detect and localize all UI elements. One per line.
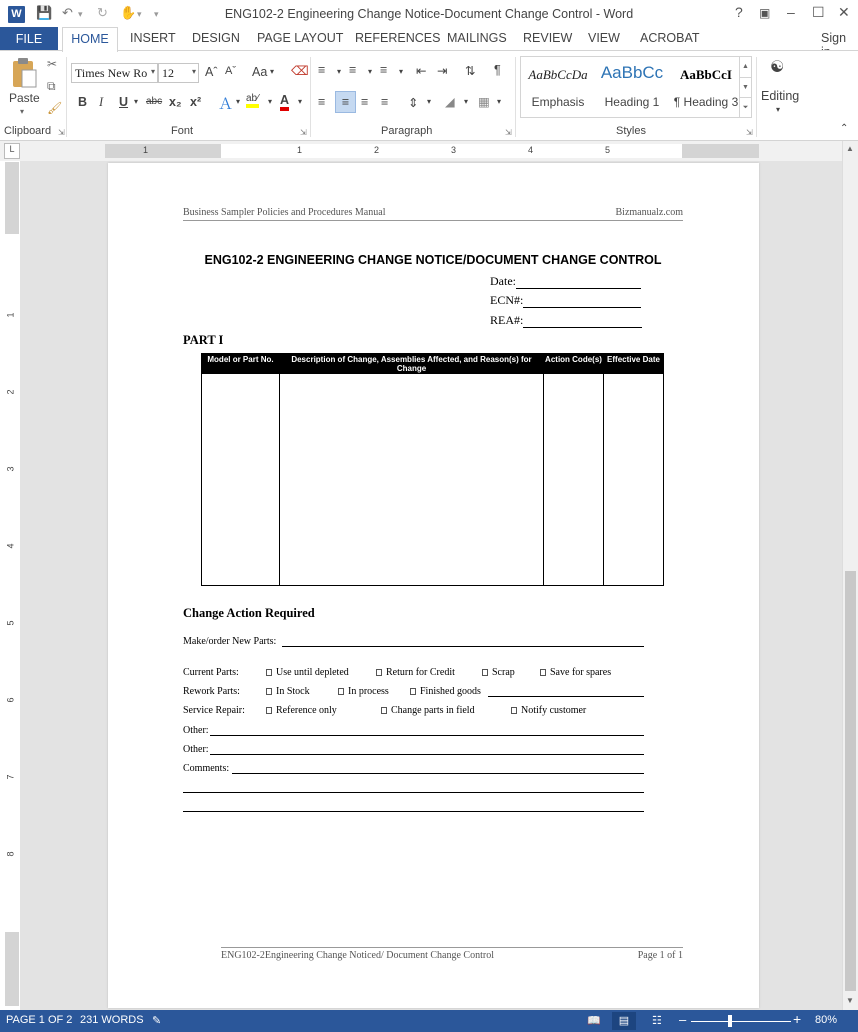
other-line-2[interactable]: [210, 754, 644, 755]
ecn-field[interactable]: ECN#:: [490, 293, 641, 308]
checkbox[interactable]: [511, 707, 517, 714]
option-save-for-spares[interactable]: Save for spares: [540, 667, 611, 678]
styles-more-icon[interactable]: ⏷: [740, 97, 751, 116]
option-change-parts-in-field[interactable]: Change parts in field: [381, 705, 475, 716]
change-case-dropdown-icon[interactable]: ▾: [270, 67, 275, 76]
clipboard-launcher-icon[interactable]: ⇲: [58, 128, 65, 137]
save-icon[interactable]: 💾: [36, 5, 53, 20]
subscript-button[interactable]: x₂: [169, 95, 182, 109]
checkbox[interactable]: [410, 688, 416, 695]
tab-insert[interactable]: INSERT: [130, 31, 176, 45]
checkbox[interactable]: [482, 669, 488, 676]
rea-field[interactable]: REA#:: [490, 313, 642, 328]
zoom-slider-thumb[interactable]: [728, 1015, 732, 1027]
multilevel-list-icon[interactable]: ≡: [380, 63, 388, 77]
maximize-button[interactable]: ☐: [812, 4, 825, 20]
font-color-dropdown-icon[interactable]: ▾: [298, 97, 303, 106]
ribbon: [0, 50, 858, 141]
style-emphasis[interactable]: AaBbCcDa Emphasis: [528, 67, 588, 109]
finished-goods-line[interactable]: [488, 696, 644, 697]
shrink-font-icon[interactable]: Aˇ: [225, 65, 236, 77]
zoom-out-button[interactable]: –: [679, 1012, 687, 1027]
other-line-1[interactable]: [210, 735, 644, 736]
align-center-icon[interactable]: ≡: [335, 91, 356, 113]
italic-button[interactable]: I: [99, 95, 104, 109]
undo-dropdown-icon[interactable]: ▾: [78, 9, 83, 19]
rework-parts-label: Rework Parts:: [183, 686, 240, 697]
print-layout-icon[interactable]: ▤: [612, 1012, 636, 1030]
undo-icon[interactable]: ↶: [62, 5, 73, 20]
line-spacing-dropdown-icon[interactable]: ▾: [427, 97, 432, 106]
tab-home[interactable]: HOME: [62, 27, 118, 52]
option-notify-customer[interactable]: Notify customer: [511, 705, 586, 716]
paragraph-group-label: Paragraph: [381, 125, 433, 137]
underline-dropdown-icon[interactable]: ▾: [134, 97, 139, 106]
horizontal-ruler[interactable]: 1 1 2 3 4 5: [105, 144, 759, 158]
change-case-button[interactable]: Aa: [252, 65, 268, 79]
current-parts-label: Current Parts:: [183, 667, 239, 678]
ribbon-display-options-icon[interactable]: ▣: [759, 6, 771, 20]
other-label-2: Other:: [183, 744, 209, 755]
borders-icon[interactable]: ▦: [478, 95, 490, 109]
zoom-slider[interactable]: [691, 1021, 791, 1022]
scroll-thumb[interactable]: [845, 571, 856, 991]
scroll-up-icon[interactable]: ▲: [846, 144, 854, 153]
header-left: Business Sampler Policies and Procedures Manual: [183, 207, 386, 218]
collapse-ribbon-icon[interactable]: ⌃: [840, 123, 849, 134]
justify-icon[interactable]: ≡: [381, 95, 389, 109]
increase-indent-icon[interactable]: ⇥: [437, 64, 448, 78]
strikethrough-button[interactable]: abc: [146, 96, 163, 107]
tab-selector[interactable]: L: [4, 143, 20, 159]
line-spacing-icon[interactable]: ⇕: [408, 96, 419, 110]
copy-icon[interactable]: ⧉: [47, 79, 56, 93]
styles-up-icon[interactable]: ▲: [742, 63, 749, 70]
font-size-dropdown-icon[interactable]: ▾: [191, 67, 196, 76]
touch-mode-icon[interactable]: ✋: [120, 5, 137, 20]
tab-file[interactable]: FILE: [0, 27, 58, 51]
align-left-icon[interactable]: ≡: [318, 95, 326, 109]
tab-mailings[interactable]: MAILINGS: [447, 31, 507, 45]
horizontal-ruler-row: [0, 141, 858, 161]
superscript-button[interactable]: x²: [190, 95, 202, 109]
table-header-model: Model or Part No.: [207, 355, 274, 364]
checkbox[interactable]: [540, 669, 546, 676]
tab-design[interactable]: DESIGN: [192, 31, 240, 45]
clear-formatting-icon[interactable]: ⌫: [291, 64, 309, 78]
tab-view[interactable]: VIEW: [588, 31, 620, 45]
window-title: ENG102-2 Engineering Change Notice-Document Change Control - Word: [224, 7, 634, 21]
table-header-description: Description of Change, Assemblies Affected, and Reason(s) for Change: [291, 355, 532, 373]
highlight-dropdown-icon[interactable]: ▾: [268, 97, 273, 106]
read-mode-icon[interactable]: 📖: [587, 1015, 601, 1027]
style-heading-3[interactable]: AaBbCcI ¶ Heading 3: [673, 67, 739, 109]
paste-dropdown-icon[interactable]: ▾: [20, 107, 25, 116]
title-bar: [0, 0, 858, 28]
text-effects-dropdown-icon[interactable]: ▾: [236, 97, 241, 106]
comments-line-3[interactable]: [183, 811, 644, 812]
footer-right: Page 1 of 1: [637, 950, 683, 961]
cut-icon[interactable]: ✂: [47, 57, 58, 71]
ribbon-tabs: [0, 27, 858, 51]
tab-review[interactable]: REVIEW: [523, 31, 573, 45]
bold-button[interactable]: B: [78, 95, 88, 109]
word-count[interactable]: 231 WORDS: [80, 1014, 144, 1026]
document-title: ENG102-2 ENGINEERING CHANGE NOTICE/DOCUMENT CHANGE CONTROL: [204, 253, 662, 267]
other-label-1: Other:: [183, 725, 209, 736]
clipboard-group-label: Clipboard: [4, 125, 52, 137]
checkbox[interactable]: [266, 688, 272, 695]
shading-dropdown-icon[interactable]: ▾: [464, 97, 469, 106]
checkbox[interactable]: [338, 688, 344, 695]
web-layout-icon[interactable]: ☷: [652, 1015, 662, 1027]
font-launcher-icon[interactable]: ⇲: [300, 128, 307, 137]
scroll-down-icon[interactable]: ▼: [846, 996, 854, 1005]
tab-references[interactable]: REFERENCES: [355, 31, 441, 45]
format-painter-icon[interactable]: 🖌: [47, 101, 63, 115]
multilevel-dropdown-icon[interactable]: ▾: [399, 67, 404, 76]
styles-gallery: [520, 56, 752, 118]
font-name-combo[interactable]: Times New Ro ▾: [71, 63, 158, 83]
service-repair-label: Service Repair:: [183, 705, 245, 716]
styles-launcher-icon[interactable]: ⇲: [746, 128, 753, 137]
font-color-icon[interactable]: A: [280, 93, 289, 111]
status-bar: [0, 1010, 858, 1032]
part-heading: PART I: [183, 333, 224, 347]
show-formatting-icon[interactable]: ¶: [494, 63, 501, 77]
sort-icon[interactable]: ⇅: [465, 64, 476, 78]
decrease-indent-icon[interactable]: ⇤: [416, 64, 427, 78]
document-page[interactable]: [108, 163, 759, 1008]
borders-dropdown-icon[interactable]: ▾: [497, 97, 502, 106]
paragraph-launcher-icon[interactable]: ⇲: [505, 128, 512, 137]
close-button[interactable]: ✕: [838, 4, 850, 20]
option-in-process[interactable]: In process: [338, 686, 389, 697]
tab-acrobat[interactable]: ACROBAT: [640, 31, 700, 45]
find-binoculars-icon[interactable]: ☯: [770, 59, 785, 76]
styles-down-icon[interactable]: ▼: [740, 77, 751, 97]
word-app-icon[interactable]: W: [8, 6, 25, 23]
header-right: Bizmanualz.com: [615, 207, 683, 218]
grow-font-icon[interactable]: Aˆ: [205, 65, 218, 79]
numbering-dropdown-icon[interactable]: ▾: [368, 67, 373, 76]
highlight-icon[interactable]: ab⁄: [246, 93, 259, 108]
font-name-dropdown-icon[interactable]: ▾: [150, 67, 155, 76]
table-header-action: Action Code(s): [545, 355, 602, 364]
checkbox[interactable]: [376, 669, 382, 676]
comments-label: Comments:: [183, 763, 230, 774]
option-use-until-depleted[interactable]: Use until depleted: [266, 667, 349, 678]
bullets-dropdown-icon[interactable]: ▾: [337, 67, 342, 76]
vertical-ruler[interactable]: 1 2 3 4 5 6 7 8: [5, 162, 19, 1006]
help-button[interactable]: ?: [735, 4, 743, 20]
customize-qat-icon[interactable]: ▾: [154, 9, 159, 19]
editing-dropdown-icon[interactable]: ▾: [776, 105, 781, 114]
option-reference-only[interactable]: Reference only: [266, 705, 337, 716]
comments-line-2[interactable]: [183, 792, 644, 793]
zoom-in-button[interactable]: +: [793, 1011, 802, 1027]
font-size-combo[interactable]: 12 ▾: [158, 63, 199, 83]
table-header-effective: Effective Date: [607, 355, 660, 364]
styles-group-label: Styles: [616, 125, 646, 137]
align-right-icon[interactable]: ≡: [361, 95, 369, 109]
option-in-stock[interactable]: In Stock: [266, 686, 310, 697]
date-field[interactable]: Date:: [490, 274, 641, 289]
checkbox[interactable]: [266, 669, 272, 676]
editing-button[interactable]: Editing: [761, 89, 800, 103]
style-heading-1[interactable]: AaBbCc Heading 1: [600, 63, 664, 109]
option-finished-goods[interactable]: Finished goods: [410, 686, 481, 697]
underline-button[interactable]: U: [119, 95, 129, 109]
zoom-level[interactable]: 80%: [815, 1014, 838, 1026]
touch-dropdown-icon[interactable]: ▾: [137, 9, 142, 19]
sign-in-link[interactable]: Sign: [821, 31, 847, 45]
make-order-label: Make/order New Parts:: [183, 636, 277, 647]
option-scrap[interactable]: Scrap: [482, 667, 515, 678]
page-count[interactable]: PAGE 1 OF 2: [6, 1014, 73, 1026]
tab-page-layout[interactable]: PAGE LAYOUT: [257, 31, 344, 45]
comments-line-1[interactable]: [232, 773, 644, 774]
bullets-icon[interactable]: ≡: [318, 63, 326, 77]
font-group-label: Font: [171, 125, 194, 137]
styles-scrollbar[interactable]: [739, 57, 751, 117]
redo-icon[interactable]: ↻: [97, 5, 108, 20]
option-return-for-credit[interactable]: Return for Credit: [376, 667, 455, 678]
footer-left: ENG102-2Engineering Change Noticed/ Document Change Control: [221, 950, 494, 961]
checkbox[interactable]: [266, 707, 272, 714]
change-table[interactable]: [201, 353, 664, 586]
paste-button[interactable]: Paste: [9, 91, 40, 105]
text-effects-icon[interactable]: Ａ: [218, 96, 234, 113]
change-action-heading: Change Action Required: [183, 606, 315, 620]
proofing-icon[interactable]: ✎: [152, 1015, 162, 1027]
minimize-button[interactable]: –: [787, 4, 795, 20]
numbering-icon[interactable]: ≡: [349, 63, 357, 77]
shading-icon[interactable]: ◢: [445, 95, 455, 109]
paste-icon[interactable]: [10, 57, 38, 89]
make-order-line[interactable]: [282, 646, 644, 647]
vertical-scrollbar[interactable]: [842, 141, 858, 1010]
checkbox[interactable]: [381, 707, 387, 714]
